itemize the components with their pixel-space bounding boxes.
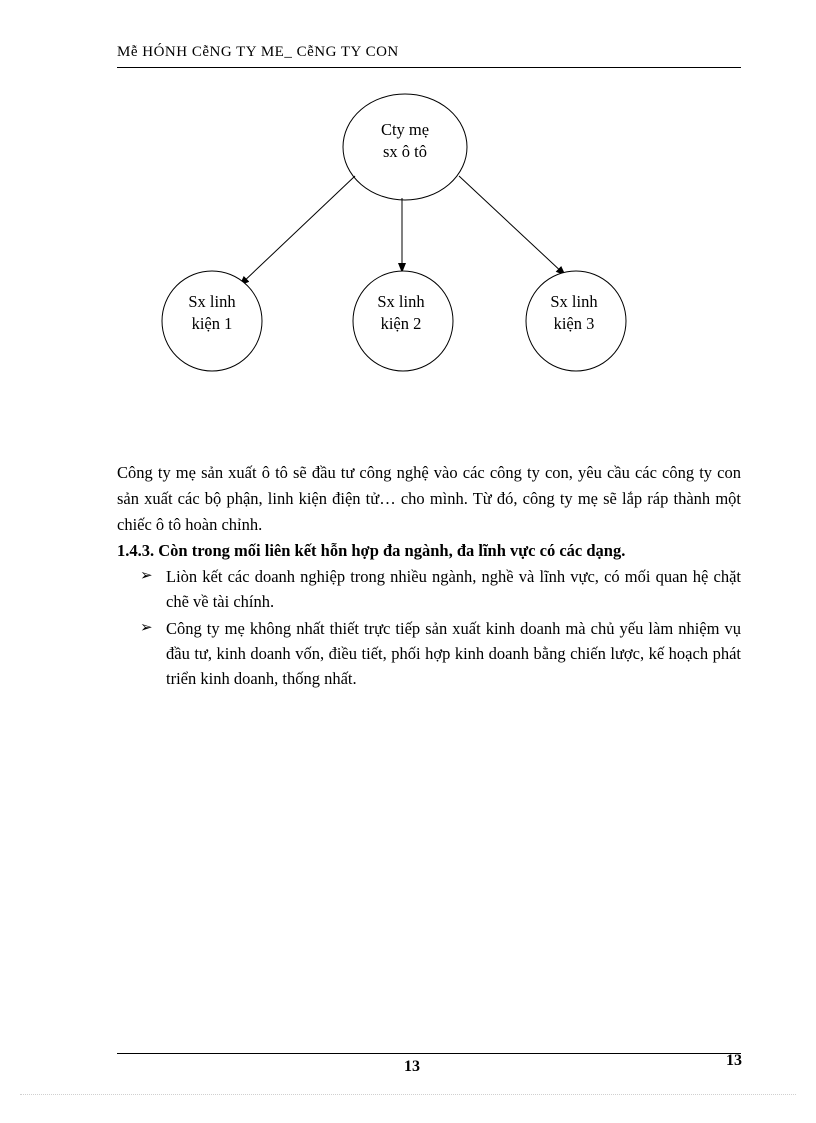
child-node-2-label (341, 291, 461, 335)
arrow-bullet-icon: ➢ (140, 620, 153, 636)
bullet-text: Liòn kết các doanh nghiệp trong nhiều ngành, nghề và lĩnh vực, có mối quan hệ chặt chẽ về tài chính. (166, 567, 741, 611)
child-node-2-line1: Sx linh (377, 292, 425, 311)
bullet-text: Công ty mẹ không nhất thiết trực tiếp sản xuất kinh doanh mà chủ yếu làm nhiệm vụ đầu tư, kinh doanh vốn, điều tiết, phối hợp kinh doanh bằng chiến lược, kế hoạch phát triển kinh doanh, thống nhất. (166, 619, 741, 688)
page-number: 13 (404, 1058, 420, 1075)
child-node-3-line1: Sx linh (550, 292, 598, 311)
header-title: Mễ HÓNH CễNG TY ME_ CễNG TY CON (117, 44, 399, 60)
list-item (140, 616, 741, 691)
child-node-3-line2: kiện 3 (553, 314, 595, 333)
parent-node-line1: Cty mẹ (380, 120, 430, 139)
parent-node-line2: sx ô tô (382, 142, 427, 161)
child-node-1-label (152, 291, 272, 335)
page-number-right: 13 (726, 1052, 742, 1069)
diagram-canvas (0, 0, 816, 420)
page-edge-divider (20, 1094, 796, 1095)
arrow-bullet-icon: ➢ (140, 568, 153, 584)
bullet-list (140, 564, 741, 693)
body-paragraph: Công ty mẹ sản xuất ô tô sẽ đầu tư công nghệ vào các công ty con, yêu cầu các công ty con sản xuất các bộ phận, linh kiện điện tử… cho mình. Từ đó, công ty mẹ sẽ lắp ráp thành một chiếc ô tô hoàn chỉnh. (117, 463, 741, 534)
edge-to-child-1 (240, 176, 355, 285)
child-node-1-line1: Sx linh (188, 292, 236, 311)
list-item (140, 564, 741, 614)
child-node-1-line2: kiện 1 (191, 314, 233, 333)
edge-to-child-3 (459, 176, 565, 275)
footer-divider (117, 1053, 741, 1054)
parent-node-label (345, 119, 465, 163)
section-heading: 1.4.3. Còn trong mối liên kết hỗn hợp đa ngành, đa lĩnh vực có các dạng. (117, 541, 626, 560)
child-node-2-line2: kiện 2 (380, 314, 422, 333)
child-node-3-label (514, 291, 634, 335)
